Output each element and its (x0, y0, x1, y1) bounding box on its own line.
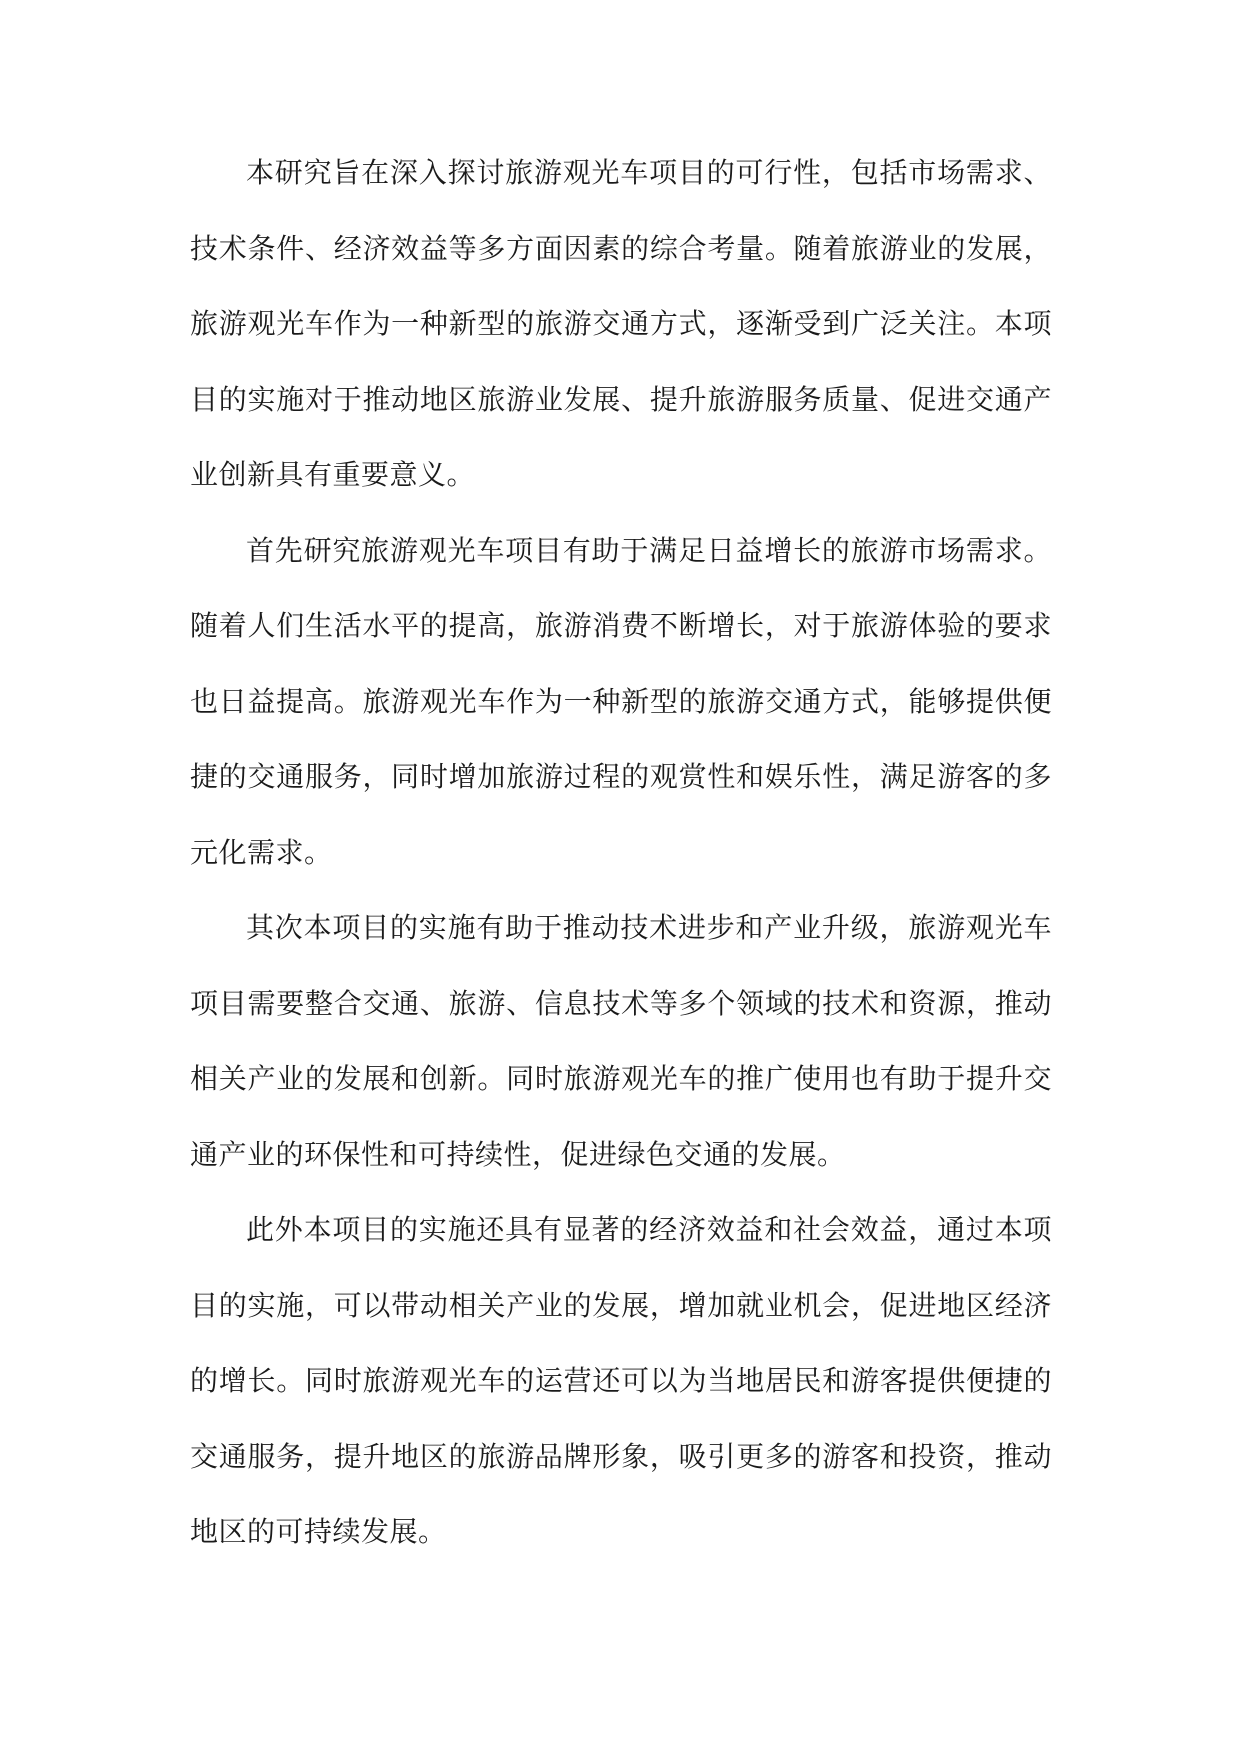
paragraph-2: 首先研究旅游观光车项目有助于满足日益增长的旅游市场需求。随着人们生活水平的提高，旅游消费不断增长，对于旅游体验的要求也日益提高。旅游观光车作为一种新型的旅游交通方式，能够提供便捷的交通服务，同时增加旅游过程的观赏性和娱乐性，满足游客的多元化需求。 (190, 533, 1052, 869)
paragraph-4: 此外本项目的实施还具有显著的经济效益和社会效益，通过本项目的实施，可以带动相关产业的发展，增加就业机会，促进地区经济的增长。同时旅游观光车的运营还可以为当地居民和游客提供便捷的交通服务，提升地区的旅游品牌形象，吸引更多的游客和投资，推动地区的可持续发展。 (190, 1213, 1052, 1548)
document-body (190, 135, 1052, 1570)
paragraph-3: 其次本项目的实施有助于推动技术进步和产业升级，旅游观光车项目需要整合交通、旅游、信息技术等多个领域的技术和资源，推动相关产业的发展和创新。同时旅游观光车的推广使用也有助于提升交通产业的环保性和可持续性，促进绿色交通的发展。 (190, 911, 1052, 1171)
paragraph-1: 本研究旨在深入探讨旅游观光车项目的可行性，包括市场需求、技术条件、经济效益等多方面因素的综合考量。随着旅游业的发展，旅游观光车作为一种新型的旅游交通方式，逐渐受到广泛关注。本项目的实施对于推动地区旅游业发展、提升旅游服务质量、促进交通产业创新具有重要意义。 (190, 156, 1052, 491)
